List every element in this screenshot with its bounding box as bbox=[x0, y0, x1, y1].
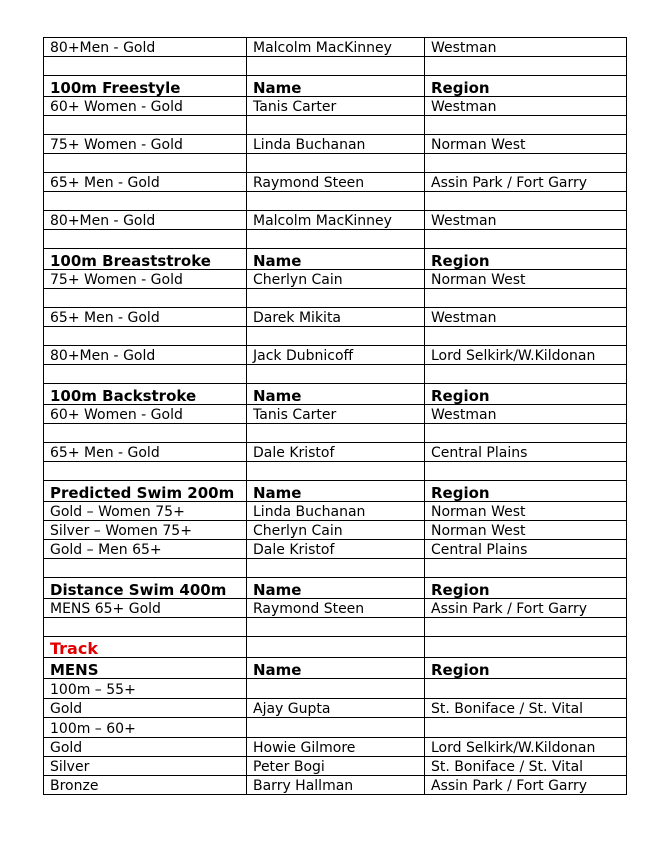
blank-row bbox=[44, 327, 627, 346]
region-cell: Norman West bbox=[425, 135, 627, 154]
table-row bbox=[44, 599, 627, 618]
name-cell: Linda Buchanan bbox=[247, 502, 425, 521]
region-cell: Norman West bbox=[425, 502, 627, 521]
region-cell bbox=[425, 718, 627, 738]
event-cell: 80+Men - Gold bbox=[44, 211, 247, 230]
section-header-row bbox=[44, 76, 627, 97]
table-row bbox=[44, 718, 627, 738]
section-title: 100m Breaststroke bbox=[44, 249, 247, 270]
table-row bbox=[44, 757, 627, 776]
table-row bbox=[44, 270, 627, 289]
name-cell bbox=[247, 718, 425, 738]
track-heading: Track bbox=[44, 637, 247, 658]
table-row bbox=[44, 540, 627, 559]
blank-row bbox=[44, 559, 627, 578]
region-cell: Lord Selkirk/W.Kildonan bbox=[425, 346, 627, 365]
section-title: 100m Freestyle bbox=[44, 76, 247, 97]
name-cell: Tanis Carter bbox=[247, 97, 425, 116]
section-header-row bbox=[44, 481, 627, 502]
column-header-name: Name bbox=[247, 249, 425, 270]
name-cell: Cherlyn Cain bbox=[247, 270, 425, 289]
event-cell: 60+ Women - Gold bbox=[44, 97, 247, 116]
table-row bbox=[44, 679, 627, 699]
region-cell: Westman bbox=[425, 38, 627, 57]
name-cell: Darek Mikita bbox=[247, 308, 425, 327]
column-header-name: Name bbox=[247, 481, 425, 502]
section-header-row bbox=[44, 658, 627, 679]
section-header-row bbox=[44, 249, 627, 270]
table-row bbox=[44, 135, 627, 154]
name-cell: Linda Buchanan bbox=[247, 135, 425, 154]
region-cell bbox=[425, 637, 627, 658]
event-cell: Gold bbox=[44, 738, 247, 757]
name-cell: Jack Dubnicoff bbox=[247, 346, 425, 365]
event-cell: 100m – 55+ bbox=[44, 679, 247, 699]
region-cell: St. Boniface / St. Vital bbox=[425, 699, 627, 718]
section-title: 100m Backstroke bbox=[44, 384, 247, 405]
table-row bbox=[44, 211, 627, 230]
blank-row bbox=[44, 192, 627, 211]
column-header-region: Region bbox=[425, 481, 627, 502]
event-cell: 75+ Women - Gold bbox=[44, 135, 247, 154]
event-cell: 80+Men - Gold bbox=[44, 38, 247, 57]
event-cell: Silver bbox=[44, 757, 247, 776]
blank-row bbox=[44, 365, 627, 384]
region-cell bbox=[425, 679, 627, 699]
region-cell: Assin Park / Fort Garry bbox=[425, 776, 627, 795]
name-cell bbox=[247, 679, 425, 699]
table-row bbox=[44, 97, 627, 116]
blank-row bbox=[44, 57, 627, 76]
table-row bbox=[44, 502, 627, 521]
track-heading-row bbox=[44, 637, 627, 658]
region-cell: St. Boniface / St. Vital bbox=[425, 757, 627, 776]
column-header-region: Region bbox=[425, 384, 627, 405]
table-row bbox=[44, 521, 627, 540]
event-cell: 100m – 60+ bbox=[44, 718, 247, 738]
column-header-region: Region bbox=[425, 249, 627, 270]
event-cell: 60+ Women - Gold bbox=[44, 405, 247, 424]
event-cell: MENS 65+ Gold bbox=[44, 599, 247, 618]
section-title: Predicted Swim 200m bbox=[44, 481, 247, 502]
name-cell: Dale Kristof bbox=[247, 443, 425, 462]
column-header-region: Region bbox=[425, 658, 627, 679]
region-cell: Central Plains bbox=[425, 443, 627, 462]
blank-row bbox=[44, 424, 627, 443]
region-cell: Westman bbox=[425, 211, 627, 230]
region-cell: Norman West bbox=[425, 270, 627, 289]
name-cell: Dale Kristof bbox=[247, 540, 425, 559]
region-cell: Lord Selkirk/W.Kildonan bbox=[425, 738, 627, 757]
event-cell: 65+ Men - Gold bbox=[44, 443, 247, 462]
section-title: Distance Swim 400m bbox=[44, 578, 247, 599]
results-table-body bbox=[44, 38, 627, 795]
results-table bbox=[43, 37, 627, 795]
column-header-name: Name bbox=[247, 76, 425, 97]
table-row bbox=[44, 173, 627, 192]
event-cell: Silver – Women 75+ bbox=[44, 521, 247, 540]
name-cell: Peter Bogi bbox=[247, 757, 425, 776]
table-row bbox=[44, 405, 627, 424]
column-header-region: Region bbox=[425, 76, 627, 97]
region-cell: Westman bbox=[425, 97, 627, 116]
event-cell: Gold – Women 75+ bbox=[44, 502, 247, 521]
name-cell: Raymond Steen bbox=[247, 173, 425, 192]
blank-row bbox=[44, 462, 627, 481]
column-header-name: Name bbox=[247, 578, 425, 599]
event-cell: 65+ Men - Gold bbox=[44, 308, 247, 327]
region-cell: Assin Park / Fort Garry bbox=[425, 599, 627, 618]
blank-row bbox=[44, 230, 627, 249]
region-cell: Westman bbox=[425, 308, 627, 327]
blank-row bbox=[44, 289, 627, 308]
section-title: MENS bbox=[44, 658, 247, 679]
region-cell: Norman West bbox=[425, 521, 627, 540]
name-cell: Barry Hallman bbox=[247, 776, 425, 795]
table-row bbox=[44, 308, 627, 327]
event-cell: 75+ Women - Gold bbox=[44, 270, 247, 289]
region-cell: Central Plains bbox=[425, 540, 627, 559]
table-row bbox=[44, 38, 627, 57]
section-header-row bbox=[44, 384, 627, 405]
event-cell: Bronze bbox=[44, 776, 247, 795]
name-cell: Cherlyn Cain bbox=[247, 521, 425, 540]
event-cell: 65+ Men - Gold bbox=[44, 173, 247, 192]
column-header-name: Name bbox=[247, 658, 425, 679]
blank-row bbox=[44, 154, 627, 173]
section-header-row bbox=[44, 578, 627, 599]
name-cell: Raymond Steen bbox=[247, 599, 425, 618]
event-cell: Gold bbox=[44, 699, 247, 718]
table-row bbox=[44, 738, 627, 757]
name-cell: Howie Gilmore bbox=[247, 738, 425, 757]
name-cell: Tanis Carter bbox=[247, 405, 425, 424]
name-cell: Ajay Gupta bbox=[247, 699, 425, 718]
region-cell: Westman bbox=[425, 405, 627, 424]
table-row bbox=[44, 699, 627, 718]
column-header-name: Name bbox=[247, 384, 425, 405]
name-cell: Malcolm MacKinney bbox=[247, 211, 425, 230]
table-row bbox=[44, 346, 627, 365]
event-cell: 80+Men - Gold bbox=[44, 346, 247, 365]
blank-row bbox=[44, 618, 627, 637]
name-cell bbox=[247, 637, 425, 658]
event-cell: Gold – Men 65+ bbox=[44, 540, 247, 559]
region-cell: Assin Park / Fort Garry bbox=[425, 173, 627, 192]
name-cell: Malcolm MacKinney bbox=[247, 38, 425, 57]
table-row bbox=[44, 443, 627, 462]
column-header-region: Region bbox=[425, 578, 627, 599]
table-row bbox=[44, 776, 627, 795]
blank-row bbox=[44, 116, 627, 135]
